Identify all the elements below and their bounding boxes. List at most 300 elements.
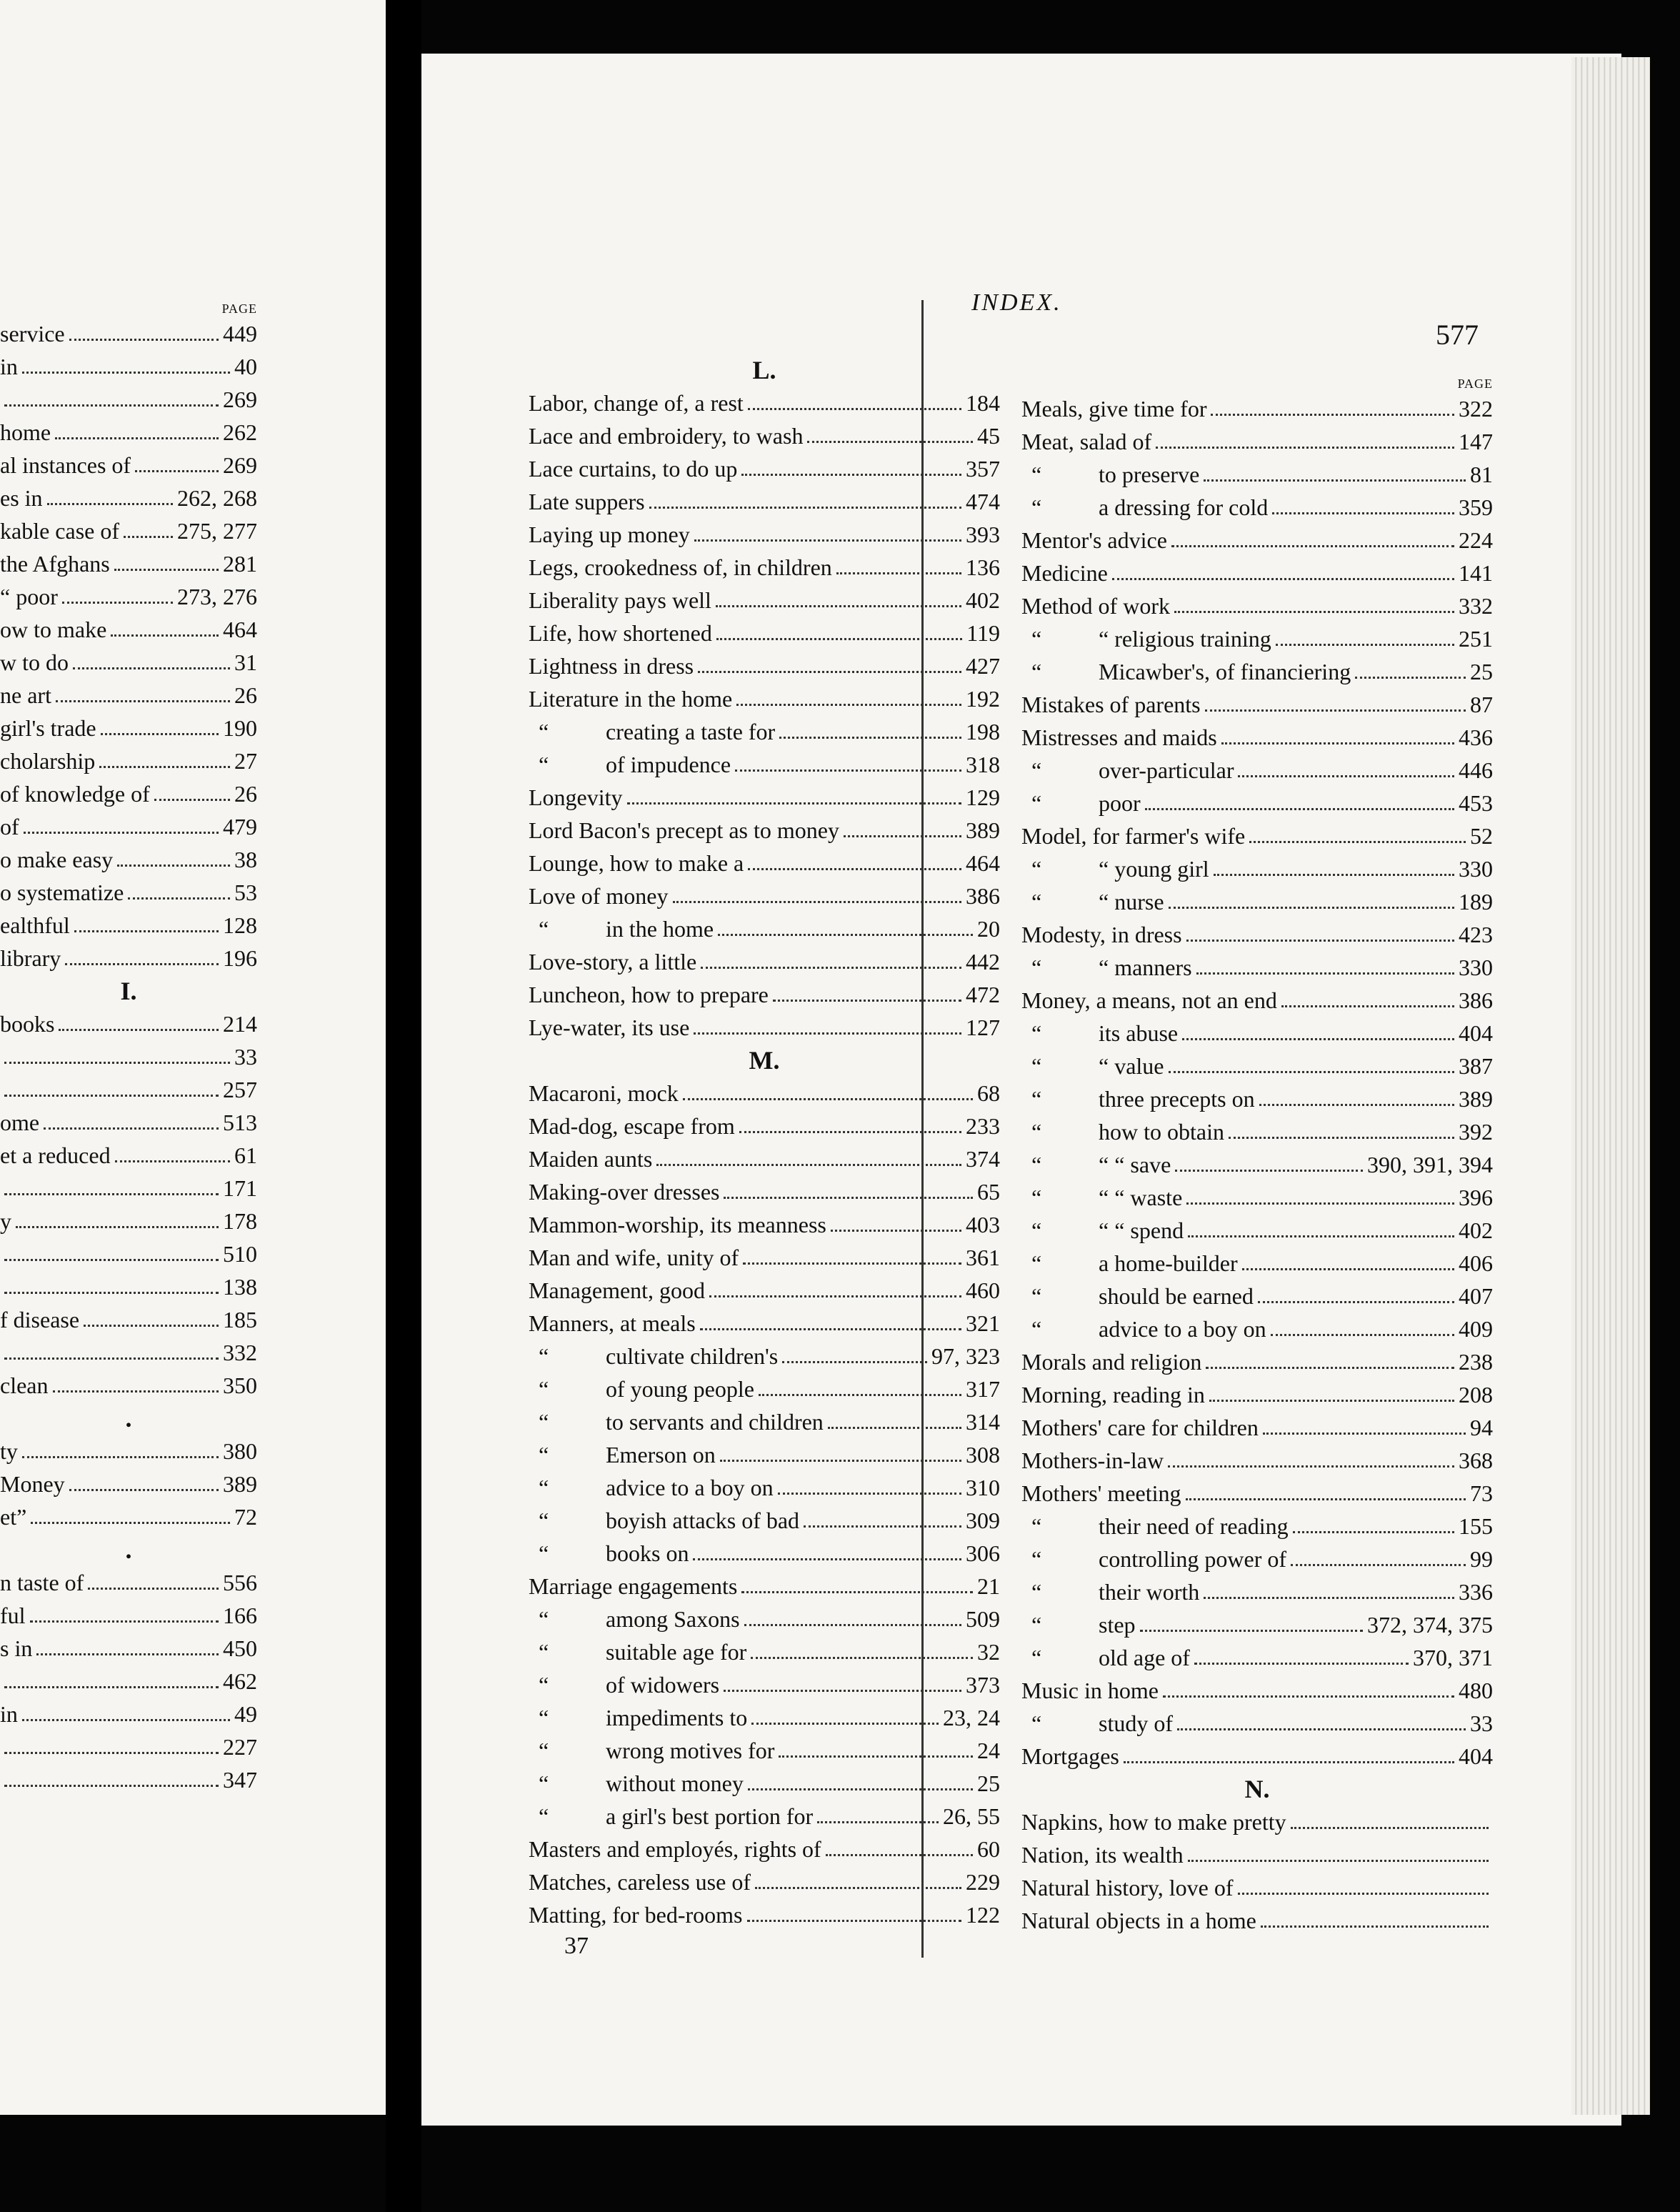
page-reference: 40 bbox=[234, 354, 257, 379]
index-entry bbox=[1021, 1181, 1493, 1214]
leader-dots bbox=[1204, 1597, 1454, 1599]
page-number: 577 bbox=[1436, 319, 1479, 351]
leader-dots bbox=[773, 1000, 961, 1002]
index-entry bbox=[1021, 819, 1493, 852]
leader-dots bbox=[748, 1788, 973, 1790]
page-reference: 189 bbox=[1459, 889, 1493, 915]
page-reference: 27 bbox=[234, 748, 257, 774]
leader-dots bbox=[115, 1160, 230, 1162]
index-term: ty bbox=[0, 1438, 18, 1464]
index-term: Laying up money bbox=[529, 522, 690, 547]
left-index-entry bbox=[0, 1007, 257, 1040]
page-reference: 138 bbox=[223, 1274, 257, 1300]
leader-dots bbox=[47, 503, 173, 505]
leader-dots bbox=[4, 1292, 219, 1294]
index-entry bbox=[529, 682, 1000, 715]
left-index-entry bbox=[0, 1303, 257, 1336]
page-reference: 32 bbox=[977, 1639, 1000, 1665]
ditto-mark: “ bbox=[1031, 462, 1042, 487]
index-entry bbox=[529, 1307, 1000, 1340]
leader-dots bbox=[1261, 1925, 1489, 1928]
index-entry bbox=[1021, 1510, 1493, 1543]
index-entry bbox=[529, 419, 1000, 452]
leader-dots bbox=[1229, 1137, 1454, 1139]
index-term: to servants and children bbox=[606, 1409, 824, 1435]
leader-dots bbox=[1221, 742, 1454, 744]
index-entry bbox=[1021, 392, 1493, 425]
page-reference: 407 bbox=[1459, 1283, 1493, 1309]
page-reference: 423 bbox=[1459, 922, 1493, 947]
page-reference: 361 bbox=[966, 1245, 1000, 1270]
page-reference: 38 bbox=[234, 847, 257, 872]
leader-dots bbox=[1175, 1170, 1363, 1172]
leader-dots bbox=[735, 769, 961, 772]
page-reference: 227 bbox=[223, 1734, 257, 1760]
page-reference: 269 bbox=[223, 452, 257, 478]
index-entry bbox=[1021, 1050, 1493, 1082]
ditto-mark: “ bbox=[539, 1508, 549, 1533]
index-term: Labor, change of, a rest bbox=[529, 390, 744, 416]
left-index-entry bbox=[0, 1730, 257, 1763]
leader-dots bbox=[73, 667, 230, 669]
leader-dots bbox=[1168, 1465, 1454, 1468]
ditto-mark: “ bbox=[1031, 1217, 1042, 1243]
index-term: boyish attacks of bad bbox=[606, 1508, 800, 1533]
index-entry bbox=[529, 1833, 1000, 1865]
leader-dots bbox=[736, 704, 961, 706]
index-term: “ value bbox=[1099, 1053, 1164, 1079]
page-reference: 464 bbox=[223, 617, 257, 642]
index-term: how to obtain bbox=[1099, 1119, 1224, 1145]
index-term: without money bbox=[606, 1770, 744, 1796]
ditto-mark: “ bbox=[1031, 1086, 1042, 1112]
leader-dots bbox=[748, 408, 961, 410]
index-term: “ “ waste bbox=[1099, 1185, 1183, 1210]
leader-dots bbox=[22, 1719, 230, 1721]
page-reference: 171 bbox=[223, 1175, 257, 1201]
page-reference: 119 bbox=[966, 620, 1000, 646]
section-letter: M. bbox=[749, 1046, 780, 1075]
leader-dots bbox=[1205, 709, 1466, 712]
leader-dots bbox=[656, 1164, 961, 1166]
leader-dots bbox=[720, 1460, 961, 1462]
leader-dots bbox=[1124, 1761, 1454, 1763]
ditto-mark: “ bbox=[1031, 856, 1042, 882]
page-reference: 406 bbox=[1459, 1250, 1493, 1276]
index-entry bbox=[529, 847, 1000, 880]
index-term: Manners, at meals bbox=[529, 1310, 696, 1336]
index-term: Macaroni, mock bbox=[529, 1080, 679, 1106]
index-entry bbox=[1021, 557, 1493, 589]
index-term: Meat, salad of bbox=[1021, 429, 1152, 454]
page-reference: 214 bbox=[223, 1011, 257, 1037]
index-term: in bbox=[0, 354, 18, 379]
leader-dots bbox=[74, 930, 219, 932]
page-reference: 372, 374, 375 bbox=[1367, 1612, 1493, 1638]
index-entry bbox=[1021, 458, 1493, 491]
index-term: et” bbox=[0, 1504, 27, 1530]
index-term: Natural history, love of bbox=[1021, 1875, 1234, 1900]
page-reference: 31 bbox=[234, 649, 257, 675]
page-reference: 402 bbox=[1459, 1217, 1493, 1243]
page-reference: 127 bbox=[966, 1015, 1000, 1040]
leader-dots bbox=[1140, 1630, 1363, 1632]
index-entry bbox=[529, 1767, 1000, 1800]
leader-dots bbox=[111, 634, 219, 637]
index-term: Lye-water, its use bbox=[529, 1015, 690, 1040]
page-reference: 386 bbox=[966, 883, 1000, 909]
index-term: Lightness in dress bbox=[529, 653, 694, 679]
page-reference: 330 bbox=[1459, 955, 1493, 980]
index-term: “ “ save bbox=[1099, 1152, 1171, 1177]
index-term: Matches, careless use of bbox=[529, 1869, 751, 1895]
index-entry bbox=[1021, 1247, 1493, 1280]
index-term: Masters and employés, rights of bbox=[529, 1836, 821, 1862]
index-entry bbox=[1021, 918, 1493, 951]
index-entry bbox=[1021, 852, 1493, 885]
leader-dots bbox=[751, 1723, 939, 1725]
page-reference: 53 bbox=[234, 880, 257, 905]
leader-dots bbox=[759, 1394, 961, 1396]
leader-dots bbox=[627, 802, 961, 804]
page-reference: 60 bbox=[977, 1836, 1000, 1862]
leader-dots bbox=[1293, 1531, 1454, 1533]
page-reference: 450 bbox=[223, 1635, 257, 1661]
leader-dots bbox=[844, 835, 961, 837]
leader-dots bbox=[1194, 1663, 1409, 1665]
leader-dots bbox=[4, 1062, 230, 1064]
leader-dots bbox=[4, 1752, 219, 1754]
index-entry bbox=[529, 1668, 1000, 1701]
leader-dots bbox=[4, 1785, 219, 1787]
index-term: “ poor bbox=[0, 584, 58, 609]
leader-dots bbox=[1209, 1400, 1454, 1402]
left-index-entry bbox=[0, 1566, 257, 1599]
index-term: Luncheon, how to prepare bbox=[529, 982, 769, 1007]
ditto-mark: “ bbox=[1031, 1316, 1042, 1342]
page-reference: 24 bbox=[977, 1738, 1000, 1763]
ditto-mark: “ bbox=[1031, 1250, 1042, 1276]
page-reference: 20 bbox=[977, 916, 1000, 942]
leader-dots bbox=[1276, 644, 1454, 646]
page-reference: 359 bbox=[1459, 494, 1493, 520]
left-index-entry bbox=[0, 1073, 257, 1106]
ditto-mark: “ bbox=[539, 1770, 549, 1796]
page-reference: 310 bbox=[966, 1475, 1000, 1500]
index-term: Modesty, in dress bbox=[1021, 922, 1182, 947]
index-term: ome bbox=[0, 1110, 40, 1135]
index-entry bbox=[529, 1865, 1000, 1898]
index-term: Morals and religion bbox=[1021, 1349, 1202, 1375]
section-letter: N. bbox=[1244, 1775, 1270, 1803]
ditto-mark: “ bbox=[539, 1409, 549, 1435]
page-reference: 314 bbox=[966, 1409, 1000, 1435]
leader-dots bbox=[1355, 677, 1466, 679]
index-term: Mentor's advice bbox=[1021, 527, 1167, 553]
index-term: o systematize bbox=[0, 880, 124, 905]
ditto-mark: “ bbox=[1031, 955, 1042, 980]
left-page bbox=[0, 0, 386, 2115]
left-index-entry bbox=[0, 350, 257, 383]
index-term: ealthful bbox=[0, 912, 70, 938]
index-term: Mistresses and maids bbox=[1021, 724, 1217, 750]
leader-dots bbox=[779, 1755, 973, 1758]
page-reference: 380 bbox=[223, 1438, 257, 1464]
index-term: of widowers bbox=[606, 1672, 720, 1698]
page-reference: 129 bbox=[966, 784, 1000, 810]
left-index-entry bbox=[0, 449, 257, 482]
page-reference: 273, 276 bbox=[177, 584, 257, 609]
section-letter: . bbox=[125, 1404, 132, 1433]
index-entry bbox=[529, 1340, 1000, 1372]
page-reference: 233 bbox=[966, 1113, 1000, 1139]
index-term: kable case of bbox=[0, 518, 120, 544]
index-entry bbox=[529, 1537, 1000, 1570]
leader-dots bbox=[831, 1230, 961, 1232]
page-reference: 198 bbox=[966, 719, 1000, 744]
ditto-mark: “ bbox=[1031, 889, 1042, 915]
page-reference: 509 bbox=[966, 1606, 1000, 1632]
index-term: Liberality pays well bbox=[529, 587, 711, 613]
index-entry bbox=[1021, 589, 1493, 622]
index-term: Micawber's, of financiering bbox=[1099, 659, 1351, 684]
index-term: in bbox=[0, 1701, 18, 1727]
page-reference: 306 bbox=[966, 1540, 1000, 1566]
index-entry bbox=[1021, 425, 1493, 458]
index-term: Money bbox=[0, 1471, 65, 1497]
index-term: girl's trade bbox=[0, 715, 96, 741]
leader-dots bbox=[804, 1525, 961, 1528]
page-reference: 94 bbox=[1470, 1415, 1493, 1440]
left-index-entry bbox=[0, 744, 257, 777]
page-reference: 389 bbox=[966, 817, 1000, 843]
page-reference: 196 bbox=[223, 945, 257, 971]
index-entry bbox=[1021, 721, 1493, 754]
leader-dots bbox=[1186, 1498, 1466, 1500]
ditto-mark: “ bbox=[1031, 1513, 1042, 1539]
leader-dots bbox=[69, 1489, 219, 1491]
index-term: Making-over dresses bbox=[529, 1179, 720, 1205]
index-term: Morning, reading in bbox=[1021, 1382, 1205, 1408]
page-reference: 141 bbox=[1459, 560, 1493, 586]
page-reference: 462 bbox=[223, 1668, 257, 1694]
leader-dots bbox=[1238, 1893, 1489, 1895]
index-term: of knowledge of bbox=[0, 781, 150, 807]
page-reference: 387 bbox=[1459, 1053, 1493, 1079]
index-term: s in bbox=[0, 1635, 33, 1661]
index-entry bbox=[1021, 1280, 1493, 1312]
left-index-entry bbox=[0, 679, 257, 712]
index-term: “ manners bbox=[1099, 955, 1192, 980]
page-reference: 68 bbox=[977, 1080, 1000, 1106]
ditto-mark: “ bbox=[1031, 1053, 1042, 1079]
leader-dots bbox=[673, 901, 962, 903]
signature-mark: 37 bbox=[564, 1933, 589, 1959]
leader-dots bbox=[135, 470, 219, 472]
index-term: of bbox=[0, 814, 19, 840]
index-entry bbox=[1021, 951, 1493, 984]
index-term: advice to a boy on bbox=[606, 1475, 774, 1500]
ditto-mark: “ bbox=[539, 1639, 549, 1665]
left-index-entry bbox=[0, 1139, 257, 1172]
ditto-mark: “ bbox=[539, 1442, 549, 1468]
page-reference: 390, 391, 394 bbox=[1367, 1152, 1493, 1177]
index-entry bbox=[529, 1077, 1000, 1110]
index-entry bbox=[1021, 1378, 1493, 1411]
ditto-mark: “ bbox=[1031, 1283, 1042, 1309]
index-term: y bbox=[0, 1208, 11, 1234]
index-term: books bbox=[0, 1011, 55, 1037]
page-edges bbox=[1571, 57, 1650, 2115]
index-term: ful bbox=[0, 1603, 26, 1628]
leader-dots bbox=[724, 1690, 961, 1692]
page-reference: 49 bbox=[234, 1701, 257, 1727]
index-term: Medicine bbox=[1021, 560, 1108, 586]
index-entry bbox=[529, 1504, 1000, 1537]
left-index-entry bbox=[0, 712, 257, 744]
index-entry bbox=[529, 1603, 1000, 1635]
page-reference: 224 bbox=[1459, 527, 1493, 553]
page-reference: 26 bbox=[234, 682, 257, 708]
page-reference: 322 bbox=[1459, 396, 1493, 422]
index-term: al instances of bbox=[0, 452, 131, 478]
page-reference: 65 bbox=[977, 1179, 1000, 1205]
leader-dots bbox=[649, 507, 961, 509]
left-index-entry bbox=[0, 1435, 257, 1468]
page-reference: 208 bbox=[1459, 1382, 1493, 1408]
leader-dots bbox=[817, 1821, 939, 1823]
index-term: a dressing for cold bbox=[1099, 494, 1269, 520]
page-reference: 442 bbox=[966, 949, 1000, 975]
index-term: et a reduced bbox=[0, 1142, 111, 1168]
page-reference: 45 bbox=[977, 423, 1000, 449]
left-index-entry bbox=[0, 482, 257, 514]
page-reference: 556 bbox=[223, 1570, 257, 1595]
ditto-mark: “ bbox=[539, 1475, 549, 1500]
page-reference: 61 bbox=[234, 1142, 257, 1168]
leader-dots bbox=[748, 868, 961, 870]
page-reference: 403 bbox=[966, 1212, 1000, 1237]
page-reference: 257 bbox=[223, 1077, 257, 1102]
ditto-mark: “ bbox=[539, 1343, 549, 1369]
index-term: Model, for farmer's wife bbox=[1021, 823, 1246, 849]
page-reference: 128 bbox=[223, 912, 257, 938]
leader-dots bbox=[1112, 578, 1454, 580]
index-entry bbox=[1021, 1345, 1493, 1378]
page-reference: 185 bbox=[223, 1307, 257, 1332]
index-term: the Afghans bbox=[0, 551, 110, 577]
left-index-entry bbox=[0, 1270, 257, 1303]
ditto-mark: “ bbox=[1031, 494, 1042, 520]
index-term: “ religious training bbox=[1099, 626, 1271, 652]
index-term: old age of bbox=[1099, 1645, 1190, 1670]
index-term: Maiden aunts bbox=[529, 1146, 653, 1172]
left-index-entry bbox=[0, 1336, 257, 1369]
page-reference: 87 bbox=[1470, 692, 1493, 717]
page-reference: 275, 277 bbox=[177, 518, 257, 544]
index-term: suitable age for bbox=[606, 1639, 747, 1665]
index-term: Natural objects in a home bbox=[1021, 1908, 1256, 1933]
ditto-mark: “ bbox=[539, 1803, 549, 1829]
leader-dots bbox=[4, 404, 219, 407]
leader-dots bbox=[747, 1920, 962, 1922]
page-reference: 147 bbox=[1459, 429, 1493, 454]
index-entry bbox=[1021, 622, 1493, 655]
index-entry bbox=[1021, 1312, 1493, 1345]
leader-dots bbox=[755, 1887, 961, 1889]
ditto-mark: “ bbox=[539, 1540, 549, 1566]
leader-dots bbox=[30, 1620, 219, 1623]
index-entry bbox=[529, 1471, 1000, 1504]
page-reference: 184 bbox=[966, 390, 1000, 416]
ditto-mark: “ bbox=[539, 916, 549, 942]
index-term: books on bbox=[606, 1540, 689, 1566]
index-entry bbox=[529, 945, 1000, 978]
page-reference: 357 bbox=[966, 456, 1000, 482]
leader-dots bbox=[99, 766, 230, 768]
index-entry bbox=[529, 584, 1000, 617]
index-term: “ “ spend bbox=[1099, 1217, 1184, 1243]
index-entry bbox=[529, 1701, 1000, 1734]
index-entry bbox=[1021, 787, 1493, 819]
index-entry bbox=[1021, 984, 1493, 1017]
page-reference: 472 bbox=[966, 982, 1000, 1007]
leader-dots bbox=[1258, 1301, 1454, 1303]
page-reference: 332 bbox=[1459, 593, 1493, 619]
leader-dots bbox=[718, 934, 973, 936]
index-term: its abuse bbox=[1099, 1020, 1179, 1046]
index-term: their worth bbox=[1099, 1579, 1200, 1605]
page-reference: 26, 55 bbox=[943, 1803, 1000, 1829]
ditto-mark: “ bbox=[539, 1705, 549, 1730]
index-entry bbox=[529, 1800, 1000, 1833]
page-reference: 402 bbox=[966, 587, 1000, 613]
index-entry bbox=[1021, 1740, 1493, 1773]
index-term: Mad-dog, escape from bbox=[529, 1113, 735, 1139]
page-reference: 192 bbox=[966, 686, 1000, 712]
page-reference: 238 bbox=[1459, 1349, 1493, 1375]
leader-dots bbox=[1204, 479, 1466, 482]
ditto-mark: “ bbox=[539, 719, 549, 744]
index-entry bbox=[529, 1011, 1000, 1044]
index-term: of young people bbox=[606, 1376, 754, 1402]
leader-dots bbox=[1259, 1104, 1454, 1106]
leader-dots bbox=[778, 1493, 961, 1495]
column-2-page-label: PAGE bbox=[1457, 377, 1493, 391]
leader-dots bbox=[744, 1624, 961, 1626]
leader-dots bbox=[1272, 512, 1454, 514]
index-term: poor bbox=[1099, 790, 1141, 816]
book-spine bbox=[386, 0, 421, 2212]
leader-dots bbox=[1188, 1235, 1454, 1237]
left-index-entry bbox=[0, 383, 257, 416]
index-term: service bbox=[0, 321, 65, 347]
leader-dots bbox=[782, 1361, 927, 1363]
leader-dots bbox=[1249, 841, 1466, 843]
page-reference: 392 bbox=[1459, 1119, 1493, 1145]
leader-dots bbox=[4, 1095, 219, 1097]
index-entry bbox=[1021, 1608, 1493, 1641]
index-term: “ young girl bbox=[1099, 856, 1209, 882]
ditto-mark: “ bbox=[1031, 1645, 1042, 1670]
index-term: “ nurse bbox=[1099, 889, 1164, 915]
leader-dots bbox=[31, 1522, 230, 1524]
leader-dots bbox=[751, 1657, 973, 1659]
index-term: Longevity bbox=[529, 784, 623, 810]
index-term: library bbox=[0, 945, 61, 971]
left-index-entry bbox=[0, 1172, 257, 1205]
index-term: a home-builder bbox=[1099, 1250, 1238, 1276]
